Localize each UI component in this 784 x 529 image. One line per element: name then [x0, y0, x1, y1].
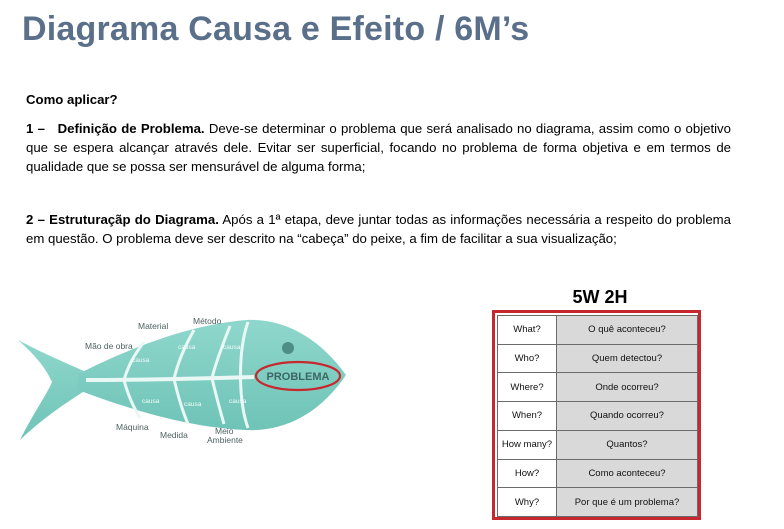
- label-medida: Medida: [160, 430, 188, 440]
- step-1-paragraph: [26, 119, 731, 176]
- fishbone-diagram: [16, 300, 361, 485]
- causa-tag-4: causa: [142, 398, 160, 405]
- w2h-table-frame: [492, 310, 701, 520]
- answer-cell: Como aconteceu?: [557, 459, 698, 488]
- question-cell: When?: [498, 402, 557, 431]
- table-row: [498, 402, 698, 431]
- question-cell: How?: [498, 459, 557, 488]
- step-2-paragraph: [26, 210, 731, 248]
- fish-eye: [282, 342, 294, 354]
- label-material: Material: [138, 321, 169, 331]
- how-to-apply-heading: Como aplicar?: [26, 92, 118, 107]
- table-row: [498, 373, 698, 402]
- answer-cell: Quem detectou?: [557, 344, 698, 373]
- answer-cell: Quantos?: [557, 430, 698, 459]
- table-row: [498, 316, 698, 345]
- answer-cell: Quando ocorreu?: [557, 402, 698, 431]
- question-cell: Why?: [498, 488, 557, 517]
- causa-tag-3: causa: [223, 344, 241, 351]
- question-cell: What?: [498, 316, 557, 345]
- question-cell: Where?: [498, 373, 557, 402]
- causa-tag-1: causa: [132, 357, 150, 364]
- step-2-text: Após a 1ª etapa, deve juntar todas as informações necessária a respeito do problema em questão. O problema deve ser descrito na “cabeça” do peixe, a fim de facilitar a sua visualização;: [26, 212, 731, 246]
- table-row: [498, 488, 698, 517]
- answer-cell: Por que é um problema?: [557, 488, 698, 517]
- label-ambiente: Ambiente: [207, 435, 243, 445]
- w2h-title: 5W 2H: [572, 287, 628, 307]
- step-1-title: Definição de Problema.: [57, 121, 205, 136]
- causa-tag-5: causa: [184, 401, 202, 408]
- table-row: [498, 459, 698, 488]
- step-2-number: 2 –: [26, 212, 45, 227]
- w2h-table: [497, 315, 698, 517]
- table-row: [498, 344, 698, 373]
- step-1-text: Deve-se determinar o problema que será analisado no diagrama, assim como o objetivo que se espera alcançar através dele. Evitar ser superficial, focando no problema de forma objetiva e em termos de qualidade que se possa ser mensurável de alguma forma;: [26, 121, 731, 174]
- page-title: Diagrama Causa e Efeito / 6M’s: [22, 10, 530, 48]
- label-mao-de-obra: Mão de obra: [85, 341, 133, 351]
- label-maquina: Máquina: [116, 422, 149, 432]
- step-2-title: Estruturaçãp do Diagrama.: [49, 212, 219, 227]
- answer-cell: Onde ocorreu?: [557, 373, 698, 402]
- step-1-number: 1 –: [26, 121, 45, 136]
- label-meio: Meio: [215, 426, 234, 436]
- problem-label: PROBLEMA: [266, 371, 330, 383]
- table-row: [498, 430, 698, 459]
- question-cell: How many?: [498, 430, 557, 459]
- answer-cell: O quê aconteceu?: [557, 316, 698, 345]
- label-metodo: Método: [193, 316, 222, 326]
- causa-tag-6: causa: [229, 398, 247, 405]
- question-cell: Who?: [498, 344, 557, 373]
- causa-tag-2: causa: [178, 344, 196, 351]
- fish-tail: [18, 340, 86, 440]
